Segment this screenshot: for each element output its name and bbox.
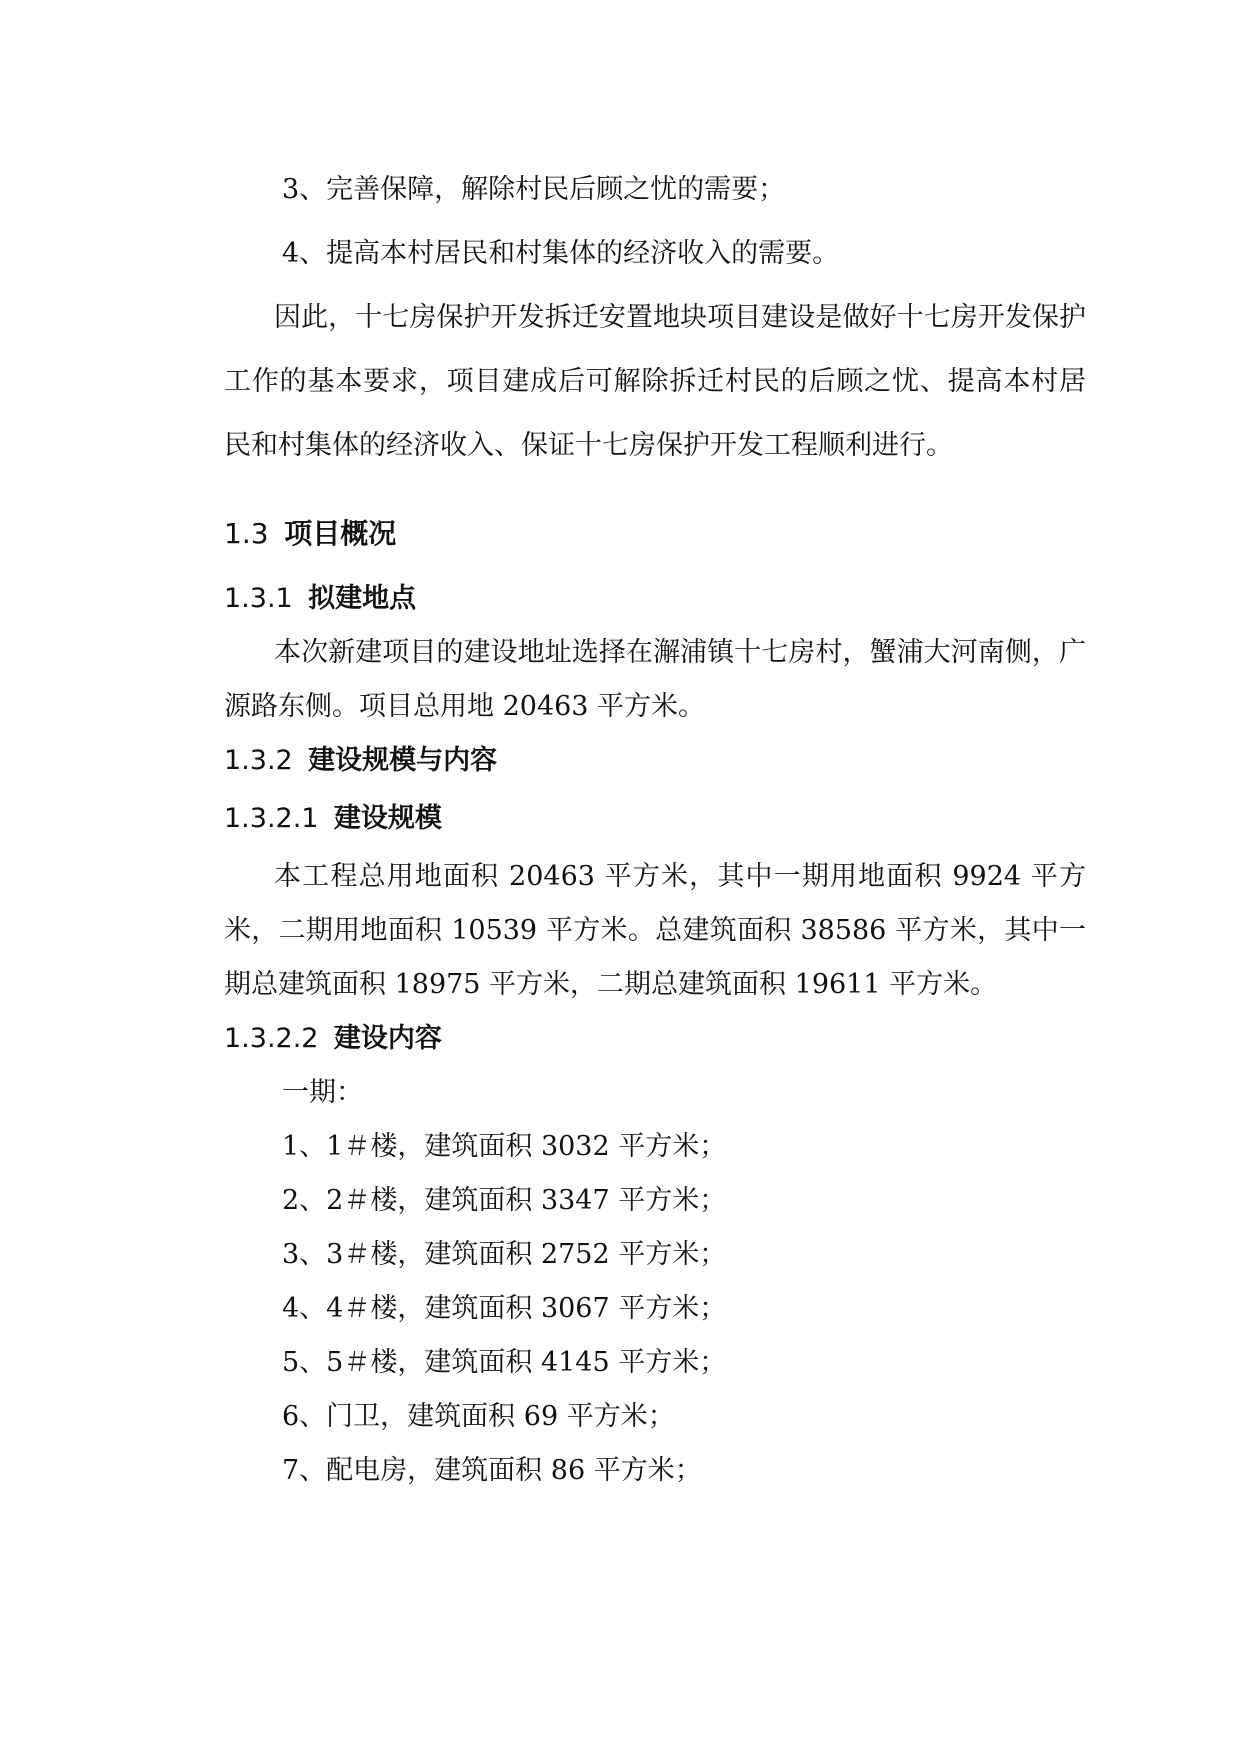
section-heading-1-3 (224, 504, 1086, 564)
scale-paragraph: 本工程总用地面积 20463 平方米，其中一期用地面积 9924 平方米，二期用地面积 10539 平方米。总建筑面积 38586 平方米，其中一期总建筑面积 18975 平方米，二期总建筑面积 19611 平方米。 (224, 861, 1086, 1000)
section-title: 建设规模与内容 (308, 745, 498, 776)
section-number: 1.3 (224, 517, 269, 550)
list-item: 6、门卫，建筑面积 69 平方米； (282, 1401, 675, 1432)
section-number: 1.3.2.1 (224, 803, 319, 834)
section-number: 1.3.2 (224, 745, 293, 776)
list-item: 7、配电房，建筑面积 86 平方米； (282, 1455, 702, 1486)
section-number: 1.3.1 (224, 583, 293, 614)
list-item: 2、2＃楼，建筑面积 3347 平方米； (282, 1185, 727, 1216)
intro-item-3: 3、完善保障，解除村民后顾之忧的需要； (282, 174, 786, 205)
phase-label: 一期： (282, 1077, 363, 1108)
section-title: 建设规模 (333, 803, 442, 834)
section-title: 建设内容 (333, 1023, 442, 1054)
section-heading-1-3-2 (224, 734, 1086, 788)
site-location-paragraph: 本次新建项目的建设地址选择在澥浦镇十七房村，蟹浦大河南侧，广源路东侧。项目总用地 20463 平方米。 (224, 637, 1086, 722)
section-heading-1-3-2-2 (224, 1012, 1086, 1066)
section-heading-1-3-2-1 (224, 792, 1086, 846)
page-content (224, 158, 1086, 1498)
section-heading-1-3-1 (224, 572, 1086, 626)
intro-item-4: 4、提高本村居民和村集体的经济收入的需要。 (282, 238, 840, 269)
section-title: 项目概况 (284, 517, 397, 550)
section-title: 拟建地点 (308, 583, 417, 614)
list-item: 1、1＃楼，建筑面积 3032 平方米； (282, 1131, 727, 1162)
list-item: 3、3＃楼，建筑面积 2752 平方米； (282, 1239, 727, 1270)
list-item: 4、4＃楼，建筑面积 3067 平方米； (282, 1293, 727, 1324)
list-item: 5、5＃楼，建筑面积 4145 平方米； (282, 1347, 727, 1378)
section-number: 1.3.2.2 (224, 1023, 319, 1054)
conclusion-paragraph: 因此，十七房保护开发拆迁安置地块项目建设是做好十七房开发保护工作的基本要求，项目建成后可解除拆迁村民的后顾之忧、提高本村居民和村集体的经济收入、保证十七房保护开发工程顺利进行。 (224, 302, 1086, 461)
